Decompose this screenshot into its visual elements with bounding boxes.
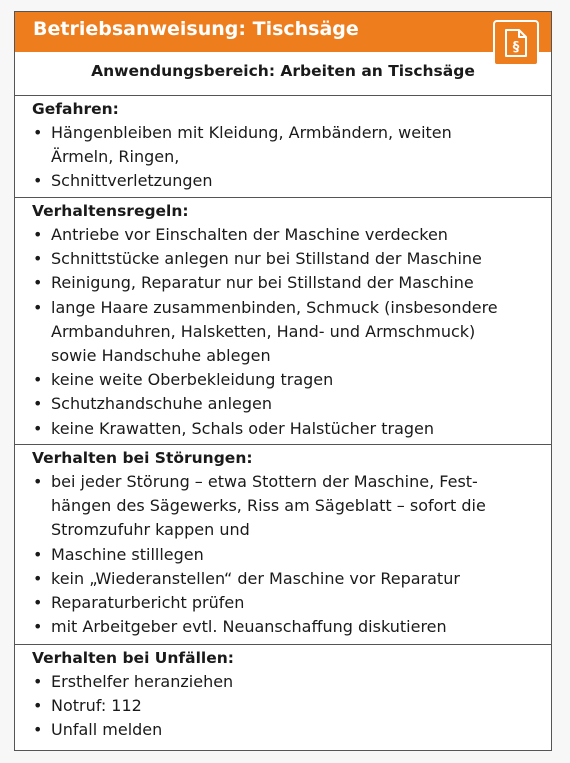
instruction-card xyxy=(14,11,552,751)
list-item: • keine Krawatten, Schals oder Halstücher tragen xyxy=(15,417,551,441)
list-item: • Ersthelfer heranziehen xyxy=(15,670,551,694)
malfunction-list xyxy=(15,470,551,639)
list-item: • keine weite Oberbekleidung tragen xyxy=(15,368,551,392)
paragraph-document-icon xyxy=(493,20,539,66)
section-rules xyxy=(15,197,551,441)
page-title: Betriebsanweisung: Tischsäge xyxy=(33,18,359,40)
list-item: • Schnittverletzungen xyxy=(15,169,551,193)
list-item: • Unfall melden xyxy=(15,718,551,742)
accident-list xyxy=(15,670,551,743)
list-item: • Schutzhandschuhe anlegen xyxy=(15,392,551,416)
list-item: • Antriebe vor Einschalten der Maschine verdecken xyxy=(15,223,551,247)
hazard-list xyxy=(15,121,551,194)
list-item: • Maschine stilllegen xyxy=(15,543,551,567)
svg-text:§: § xyxy=(512,40,520,55)
list-item: • kein „Wiederanstellen“ der Maschine vor Reparatur xyxy=(15,567,551,591)
section-title: Gefahren: xyxy=(32,100,119,118)
list-item: • Reparaturbericht prüfen xyxy=(15,591,551,615)
header-bar xyxy=(15,12,551,52)
section-title: Verhaltensregeln: xyxy=(32,202,189,220)
list-item: • bei jeder Störung – etwa Stottern der Maschine, Fest- hängen des Sägewerks, Riss am Sägeblatt – sofort die Stromzufuhr kappen und xyxy=(15,470,551,543)
rules-list xyxy=(15,223,551,441)
list-item: • Hängenbleiben mit Kleidung, Armbändern, weiten Ärmeln, Ringen, xyxy=(15,121,551,169)
section-accidents xyxy=(15,644,551,743)
list-item: • mit Arbeitgeber evtl. Neuanschaffung diskutieren xyxy=(15,615,551,639)
section-title: Verhalten bei Unfällen: xyxy=(32,649,234,667)
section-malfunctions xyxy=(15,444,551,639)
list-item: • Notruf: 112 xyxy=(15,694,551,718)
list-item: • lange Haare zusammenbinden, Schmuck (insbesondere Armbanduhren, Halsketten, Hand- und Armschmuck) sowie Handschuhe ablegen xyxy=(15,296,551,369)
section-title: Verhalten bei Störungen: xyxy=(32,449,253,467)
scope-subtitle: Anwendungsbereich: Arbeiten an Tischsäge xyxy=(91,62,475,80)
list-item: • Schnittstücke anlegen nur bei Stillstand der Maschine xyxy=(15,247,551,271)
list-item: • Reinigung, Reparatur nur bei Stillstand der Maschine xyxy=(15,271,551,295)
section-hazards xyxy=(15,95,551,194)
